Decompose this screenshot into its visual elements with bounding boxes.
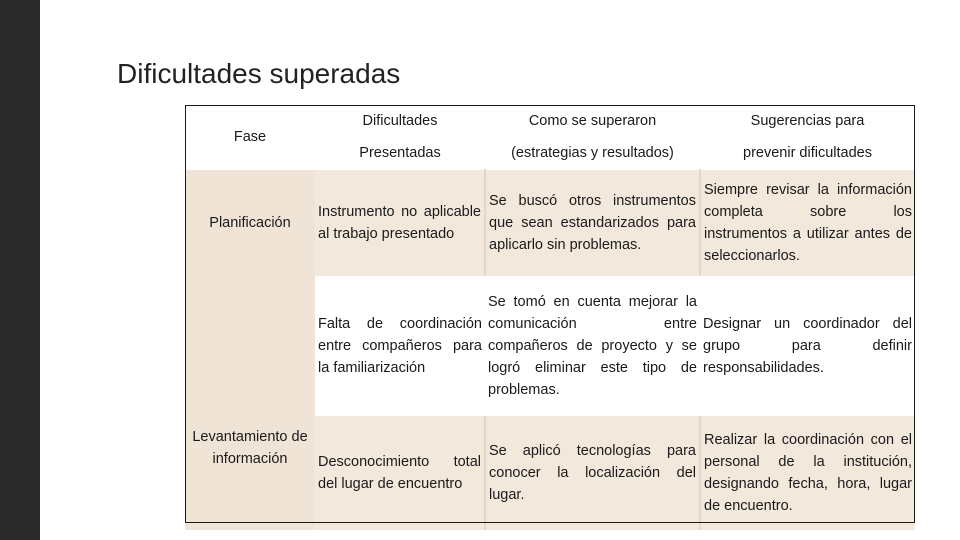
- dificultad-cell: Desconocimiento total del lugar de encuentro: [315, 416, 485, 530]
- difficulties-table: [185, 105, 915, 530]
- header-fase: [185, 105, 315, 170]
- header-sugerencias: [700, 105, 915, 170]
- header-dificultades-line1: Dificultades: [362, 113, 438, 129]
- sugerencia-cell: Designar un coordinador del grupo para definir responsabilidades.: [700, 276, 915, 416]
- header-dificultades: [315, 105, 485, 170]
- header-fase-label: Fase: [233, 129, 267, 145]
- table-row: [185, 170, 915, 276]
- table-row: [185, 276, 915, 416]
- sugerencia-cell: Realizar la coordinación con el personal de la institución, designando fecha, hora, lugar de encuentro.: [700, 416, 915, 530]
- dificultad-cell: Falta de coordinación entre compañeros para la familiarización: [315, 276, 485, 416]
- table-header-row: [185, 105, 915, 170]
- phase-cell-planificacion: Planificación: [185, 170, 315, 276]
- como-se-supero-cell: Se aplicó tecnologías para conocer la localización del lugar.: [485, 416, 700, 530]
- como-se-supero-cell: Se tomó en cuenta mejorar la comunicación entre compañeros de proyecto y se logró eliminar este tipo de problemas.: [485, 276, 700, 416]
- phase-cell-levantamiento: Levantamiento de información: [185, 276, 315, 530]
- header-dificultades-line2: Presentadas: [359, 145, 441, 161]
- header-sugerencias-line2: prevenir dificultades: [743, 145, 872, 161]
- slide-side-bar: [0, 0, 40, 540]
- como-se-supero-cell: Se buscó otros instrumentos que sean estandarizados para aplicarlo sin problemas.: [485, 170, 700, 276]
- dificultad-cell: Instrumento no aplicable al trabajo presentado: [315, 170, 485, 276]
- header-sugerencias-line1: Sugerencias para: [750, 113, 865, 129]
- header-como-line2: (estrategias y resultados): [511, 145, 674, 161]
- header-como-line1: Como se superaron: [528, 113, 657, 129]
- slide-title: Dificultades superadas: [117, 58, 401, 89]
- sugerencia-cell: Siempre revisar la información completa sobre los instrumentos a utilizar antes de seleccionarlos.: [700, 170, 915, 276]
- header-como-se-superaron: [485, 105, 700, 170]
